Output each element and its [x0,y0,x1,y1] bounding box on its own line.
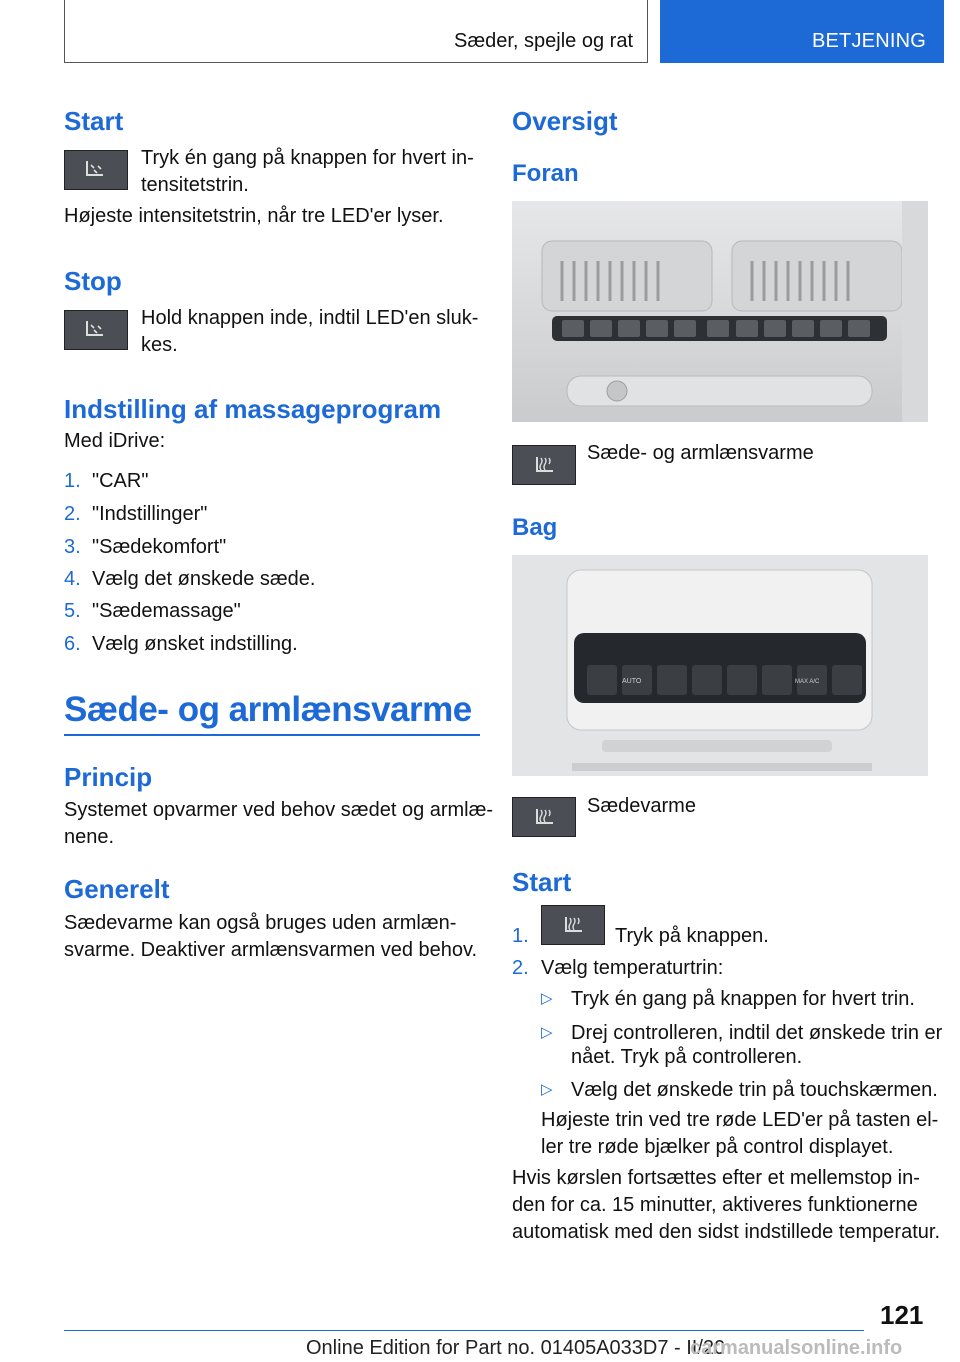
rear-heading: Bag [512,514,558,541]
list-number: 5. [64,600,81,622]
massage-button-image [64,150,128,190]
rear-auto-label: AUTO [622,678,642,685]
seat-heating-icon [560,914,586,936]
seat-heat-button-image-2 [512,797,576,837]
front-console-photo [512,201,928,422]
para-line2: den for ca. 15 minutter, aktiveres funktionerne [512,1194,918,1216]
general-text-line1: Sædevarme kan også bruges uden armlæn- [64,912,457,934]
bullet-arrow-icon: ▷ [541,990,553,1007]
start-text-line2: tensitetstrin. [141,174,249,196]
bullet-arrow-icon: ▷ [541,1081,553,1098]
massage-icon [83,159,109,181]
footer-rule [64,1330,864,1331]
chapter-rule [64,734,480,736]
list-number: 3. [64,536,81,558]
list-item: Tryk på knappen. [615,925,769,947]
rear-console-photo [512,555,928,776]
header-section-box [64,0,648,63]
list-number: 4. [64,568,81,590]
list-item: Vælg temperaturtrin: [541,957,724,979]
stop-heading: Stop [64,266,122,296]
footer-edition: Online Edition for Part no. 01405A033D7 - II/20 [306,1337,726,1359]
list-item: "Sædemassage" [92,600,241,622]
list-number: 2. [64,503,81,525]
header-section-title: Sæder, spejle og rat [454,30,633,52]
list-item: "CAR" [92,470,149,492]
seat-heating-icon [531,806,557,828]
list-number: 6. [64,633,81,655]
bullet-item-cont: nået. Tryk på controlleren. [571,1046,803,1068]
list-number: 1. [512,925,529,947]
start-text-line1: Tryk én gang på knappen for hvert in- [141,147,474,169]
page-number: 121 [880,1300,924,1330]
rear-caption: Sædevarme [587,795,696,817]
general-heading: Generelt [64,874,170,904]
note-line2: ler tre røde bjælker på control displayet. [541,1136,894,1158]
principle-heading: Princip [64,762,153,792]
stop-text-line1: Hold knappen inde, indtil LED'en sluk- [141,307,479,329]
stop-text-line2: kes. [141,334,178,356]
list-number: 1. [64,470,81,492]
para-line1: Hvis kørslen fortsættes efter et mellemstop in- [512,1167,920,1189]
massage-intro: Med iDrive: [64,430,166,452]
list-item: "Sædekomfort" [92,536,227,558]
header-chapter-title: BETJENING [811,30,926,52]
seat-heating-icon [531,454,557,476]
bullet-arrow-icon: ▷ [541,1024,553,1041]
massage-button-image-2 [64,310,128,350]
start-heading: Start [64,106,124,136]
watermark: carmanualsonline.info [690,1337,903,1359]
chapter-heading: Sæde- og armlænsvarme [64,690,472,729]
list-number: 2. [512,957,529,979]
principle-text-line1: Systemet opvarmer ved behov sædet og armlæ- [64,799,494,821]
massage-program-heading: Indstilling af massageprogram [64,394,442,424]
general-text-line2: svarme. Deaktiver armlænsvarmen ved behov. [64,939,478,961]
massage-icon [83,319,109,341]
principle-text-line2: nene. [64,826,115,848]
list-item: Vælg det ønskede sæde. [92,568,316,590]
bullet-item: Drej controlleren, indtil det ønskede trin er [571,1022,943,1044]
front-heading: Foran [512,160,579,187]
header-chapter-tab [660,0,944,63]
start-note: Højeste intensitetstrin, når tre LED'er lyser. [64,205,444,227]
front-caption: Sæde- og armlænsvarme [587,442,814,464]
list-item: "Indstillinger" [92,503,208,525]
seat-heat-button-image [512,445,576,485]
start-heading-right: Start [512,867,572,897]
seat-heat-button-inline [541,905,605,945]
bullet-item: Tryk én gang på knappen for hvert trin. [571,988,915,1010]
bullet-item: Vælg det ønskede trin på touchskærmen. [571,1079,938,1101]
rear-maxac-label: MAX A/C [795,679,820,685]
list-item: Vælg ønsket indstilling. [92,633,298,655]
para-line3: automatisk med den sidst indstillede temperatur. [512,1221,940,1243]
overview-heading: Oversigt [512,106,618,136]
note-line1: Højeste trin ved tre røde LED'er på tasten el- [541,1109,939,1131]
